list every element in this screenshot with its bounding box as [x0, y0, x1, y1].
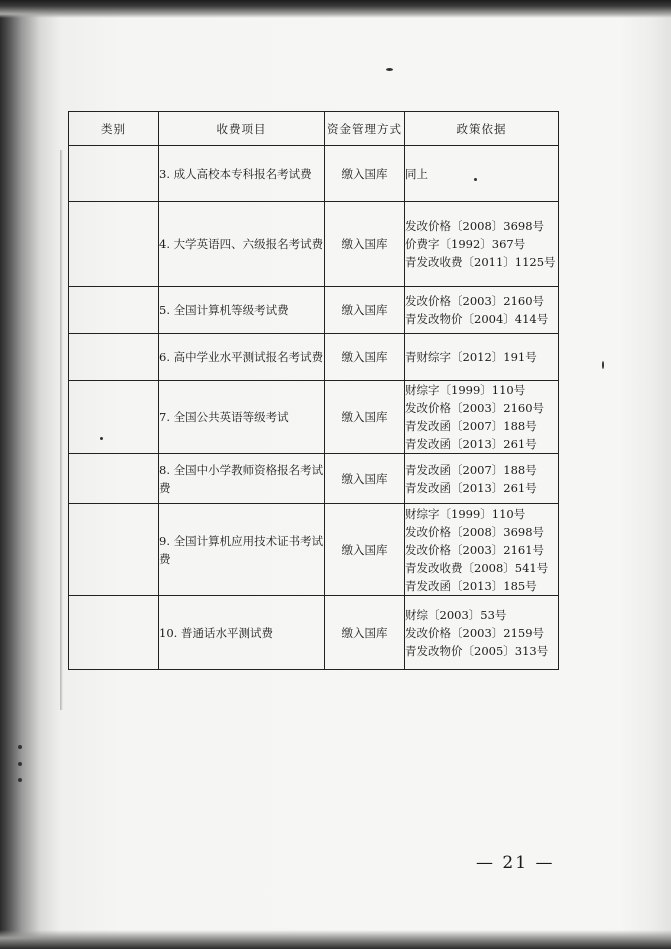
- category-cell: [69, 202, 159, 287]
- fee-table: [68, 111, 559, 670]
- policy-basis-cell: [405, 146, 559, 202]
- table-row: [69, 454, 559, 504]
- fee-item-cell: 8. 全国中小学教师资格报名考试费: [159, 454, 325, 504]
- category-cell: [69, 454, 159, 504]
- table-row: [69, 334, 559, 381]
- fund-management-cell: 缴入国库: [325, 596, 405, 670]
- policy-document-number: 青发改收费〔2008〕541号: [405, 560, 549, 575]
- fee-item-cell: 7. 全国公共英语等级考试: [159, 381, 325, 454]
- table-row: [69, 146, 559, 202]
- policy-document-number: 财综字〔1999〕110号: [405, 506, 526, 521]
- scan-speck: [18, 778, 22, 782]
- scan-speck: [602, 361, 604, 369]
- fund-management-cell: 缴入国库: [325, 454, 405, 504]
- category-cell: [69, 334, 159, 381]
- policy-document-number: 青发改收费〔2011〕1125号: [405, 255, 556, 269]
- policy-document-number: 发改价格〔2003〕2161号: [405, 542, 545, 557]
- table-header-row: [69, 112, 559, 146]
- category-cell: [69, 287, 159, 334]
- policy-document-number: 青发改物价〔2005〕313号: [405, 643, 549, 658]
- fund-management-cell: 缴入国库: [325, 381, 405, 454]
- fee-item-cell: 9. 全国计算机应用技术证书考试费: [159, 504, 325, 596]
- policy-basis-cell: [405, 596, 559, 670]
- policy-basis-cell: [405, 454, 559, 504]
- policy-document-number: 青发改函〔2013〕185号: [405, 578, 537, 593]
- policy-document-number: 青发改函〔2007〕188号: [405, 462, 537, 477]
- table-row: [69, 596, 559, 670]
- fund-management-cell: 缴入国库: [325, 287, 405, 334]
- policy-document-number: 青财综字〔2012〕191号: [405, 350, 537, 364]
- policy-document-number: 青发改物价〔2004〕414号: [405, 312, 549, 326]
- policy-basis-cell: [405, 381, 559, 454]
- policy-document-number: 青发改函〔2013〕261号: [405, 437, 537, 451]
- scan-speck: [18, 745, 22, 749]
- scan-bottom-edge: [0, 930, 671, 949]
- policy-document-number: 发改价格〔2003〕2160号: [405, 294, 545, 308]
- scan-speck: [474, 178, 477, 181]
- policy-document-number: 价费字〔1992〕367号: [405, 237, 526, 251]
- table-row: [69, 287, 559, 334]
- category-cell: [69, 504, 159, 596]
- fund-management-cell: 缴入国库: [325, 202, 405, 287]
- policy-basis-cell: [405, 504, 559, 596]
- policy-basis-cell: [405, 334, 559, 381]
- fund-management-cell: 缴入国库: [325, 504, 405, 596]
- fund-management-cell: 缴入国库: [325, 334, 405, 381]
- header-item: 收费项目: [159, 112, 325, 146]
- policy-document-number: 青发改函〔2013〕261号: [405, 480, 537, 495]
- table-row: [69, 504, 559, 596]
- header-fund-management: 资金管理方式: [325, 112, 405, 146]
- policy-document-number: 同上: [405, 166, 428, 181]
- policy-document-number: 发改价格〔2008〕3698号: [405, 219, 545, 233]
- fund-management-cell: 缴入国库: [325, 146, 405, 202]
- category-cell: [69, 381, 159, 454]
- table-row: [69, 381, 559, 454]
- header-category: 类别: [69, 112, 159, 146]
- policy-basis-cell: [405, 287, 559, 334]
- scan-speck: [100, 437, 103, 440]
- scan-speck: [18, 762, 22, 766]
- fee-item-cell: 5. 全国计算机等级考试费: [159, 287, 325, 334]
- policy-document-number: 青发改函〔2007〕188号: [405, 419, 537, 433]
- policy-document-number: 发改价格〔2003〕2160号: [405, 401, 545, 415]
- fee-item-cell: 4. 大学英语四、六级报名考试费: [159, 202, 325, 287]
- policy-document-number: 发改价格〔2008〕3698号: [405, 524, 545, 539]
- scan-speck: [386, 68, 393, 71]
- policy-basis-cell: [405, 202, 559, 287]
- category-cell: [69, 596, 159, 670]
- fee-item-cell: 10. 普通话水平测试费: [159, 596, 325, 670]
- header-policy-basis: 政策依据: [405, 112, 559, 146]
- category-cell: [69, 146, 159, 202]
- table-body: [69, 146, 559, 670]
- page-number: — 21 —: [476, 853, 555, 873]
- page-fold-shadow: [60, 150, 63, 710]
- table-row: [69, 202, 559, 287]
- policy-document-number: 发改价格〔2003〕2159号: [405, 625, 545, 640]
- policy-document-number: 财综字〔1999〕110号: [405, 383, 526, 397]
- fee-item-cell: 3. 成人高校本专科报名考试费: [159, 146, 325, 202]
- policy-document-number: 财综〔2003〕53号: [405, 607, 507, 622]
- scan-top-edge: [0, 0, 671, 18]
- fee-item-cell: 6. 高中学业水平测试报名考试费: [159, 334, 325, 381]
